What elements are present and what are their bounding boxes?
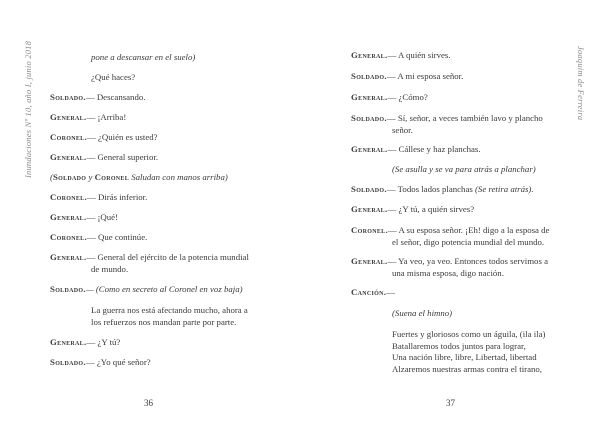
dialogue-continuation: de mundo. (91, 263, 129, 274)
speaker: Soldado. (351, 113, 387, 123)
song-verse: Una nación libre, libre, Libertad, libertad (392, 352, 537, 362)
dialogue-line: Coronel.— Dirás inferior. (50, 192, 148, 202)
dialogue-line: Soldado.— A mi esposa señor. (351, 71, 464, 81)
dialogue-line: General.— Cállese y haz planchas. (351, 144, 481, 154)
dialogue-line: Coronel.— Que continúe. (50, 232, 148, 242)
stage-direction: (Soldado y Coronel Saludan con manos arriba) (50, 172, 228, 182)
dialogue-continuation: señor. (392, 124, 413, 135)
right-page (300, 0, 600, 425)
dialogue-line: General.— General del ejército de la potencia mundial (50, 252, 249, 262)
speaker: General. (351, 144, 388, 154)
song-verse: Fuertes y gloriosos como un águila, (ila ila) (392, 329, 546, 339)
speaker: General. (351, 204, 388, 214)
speaker: General. (50, 112, 87, 122)
dialogue-line: Coronel.— ¿Quién es usted? (50, 132, 158, 142)
stage-direction: (Suena el himno) (392, 308, 453, 318)
dialogue-line: Soldado.— Todos lados planchas (Se retira atrás). (351, 184, 534, 194)
dialogue-line: General.— Ya veo, ya veo. Entonces todos servimos a (351, 256, 548, 266)
author-header: Joaquim de Ferreira (576, 46, 586, 121)
dialogue-line: Soldado.— ¿Yo qué señor? (50, 357, 151, 367)
dialogue-line: General.— A quién sirves. (351, 50, 451, 60)
song-verse: Batallaremos todos juntos para lograr, (392, 340, 526, 351)
stage-direction: pone a descansar en el suelo) (91, 52, 196, 62)
speaker: Soldado. (50, 357, 86, 367)
speaker: Soldado. (50, 92, 86, 102)
speaker: Coronel. (50, 192, 87, 202)
dialogue-continuation: el señor, digo potencia mundial del mundo. (392, 236, 545, 247)
dialogue-line: General.— ¡Arriba! (50, 112, 127, 122)
dialogue-line: Canción.— (351, 287, 396, 297)
page-number: 36 (144, 398, 153, 408)
speaker: Coronel. (50, 132, 87, 142)
dialogue-continuation: La guerra nos está afectando mucho, ahora a (91, 305, 248, 315)
dialogue-continuation: los refuerzos nos mandan parte por parte. (91, 316, 237, 327)
dialogue-line: General.— ¿Y tú? (50, 337, 121, 347)
speaker: General. (50, 252, 87, 262)
speaker: Coronel. (351, 225, 388, 235)
journal-header: Inundaciones Nº 10, año I, junio 2018 (23, 40, 33, 178)
dialogue-line: Soldado.— (Como en secreto al Coronel en voz baja) (50, 284, 243, 294)
dialogue-line: Soldado.— Descansando. (50, 92, 146, 102)
speaker: Canción. (351, 287, 387, 297)
dialogue-line: General.— ¡Qué! (50, 212, 118, 222)
speaker: Soldado. (351, 71, 387, 81)
dialogue-line: General.— ¿Cómo? (351, 92, 428, 102)
page-number: 37 (446, 398, 455, 408)
dialogue-line: Soldado.— Sí, señor, a veces también lavo y plancho (351, 113, 543, 123)
dialogue-line: Coronel.— A su esposa señor. ¡Eh! digo a la esposa de (351, 225, 550, 235)
speaker: General. (50, 152, 87, 162)
dialogue-line: ¿Qué haces? (91, 72, 136, 82)
speaker: General. (351, 50, 388, 60)
speaker: General. (351, 256, 388, 266)
speaker: General. (50, 212, 87, 222)
speaker: General. (50, 337, 87, 347)
dialogue-line: General.— ¿Y tú, a quién sirves? (351, 204, 475, 214)
speaker: Soldado. (50, 284, 86, 294)
stage-direction: (Se asulla y se va para atrás a planchar) (392, 164, 536, 174)
dialogue-line: General.— General superior. (50, 152, 159, 162)
speaker: General. (351, 92, 388, 102)
dialogue-continuation: una misma esposa, digo nación. (392, 267, 504, 278)
speaker: Coronel. (50, 232, 87, 242)
song-verse: Alzaremos nuestras armas contra el tirano, (392, 363, 542, 374)
speaker: Soldado. (351, 184, 387, 194)
